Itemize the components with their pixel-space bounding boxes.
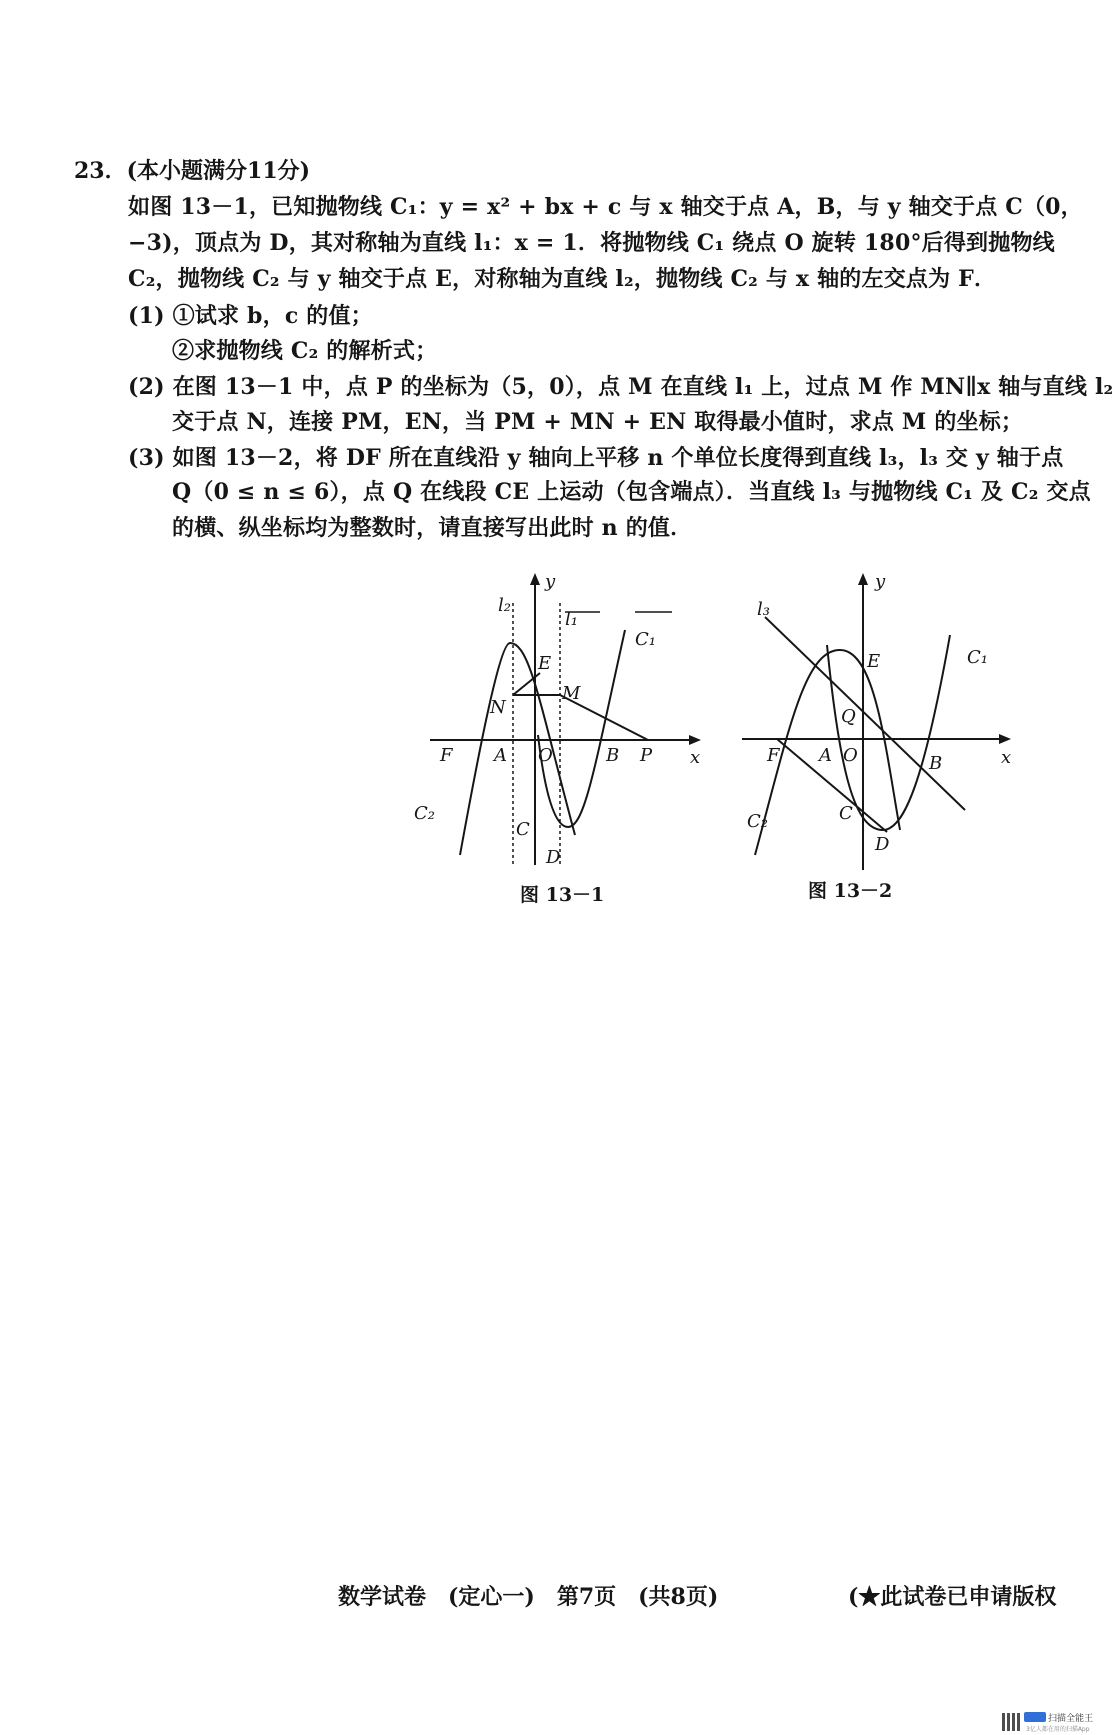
question-line-3: C₂，抛物线 C₂ 与 y 轴交于点 E，对称轴为直线 l₂，抛物线 C₂ 与 x 轴的左交点为 F． xyxy=(128,266,997,292)
label-l1: l₁ xyxy=(565,609,578,630)
line-df xyxy=(777,739,887,832)
label-m: M xyxy=(562,683,581,704)
label-a: A xyxy=(494,745,507,766)
figure-13-1 xyxy=(410,565,710,875)
question-line-10: 的横、纵坐标均为整数时，请直接写出此时 n 的值． xyxy=(172,515,693,541)
label-c1: C₁ xyxy=(635,629,656,650)
question-line-8: (3) 如图 13－2，将 DF 所在直线沿 y 轴向上平移 n 个单位长度得到直线 l₃，l₃ 交 y 轴于点 xyxy=(128,445,1064,471)
label-l2: l₂ xyxy=(498,595,511,616)
x-axis-arrow xyxy=(689,735,701,745)
label-y: y xyxy=(545,571,556,592)
page-footer: 数学试卷 (定心一) 第7页 (共8页) xyxy=(338,1584,719,1610)
scanner-logo-icon xyxy=(1024,1712,1046,1722)
label-q: Q xyxy=(841,706,856,727)
question-line-7: 交于点 N，连接 PM，EN，当 PM + MN + EN 取得最小值时，求点 M 的坐标； xyxy=(172,409,1024,435)
label-y: y xyxy=(875,571,886,592)
figure-13-2-caption: 图 13－2 xyxy=(808,880,893,902)
copyright-notice: (★此试卷已申请版权 xyxy=(848,1584,1057,1610)
label-d: D xyxy=(546,847,561,868)
question-heading: 23．(本小题满分11分) xyxy=(74,158,311,184)
label-d: D xyxy=(875,834,890,855)
label-c: C xyxy=(516,819,530,840)
label-b: B xyxy=(606,745,620,766)
label-p: P xyxy=(640,745,653,766)
label-c2: C₂ xyxy=(747,811,768,832)
label-o: O xyxy=(538,745,553,766)
question-line-6: (2) 在图 13－1 中，点 P 的坐标为（5，0），点 M 在直线 l₁ 上，过点 M 作 MN∥x 轴与直线 l₂ xyxy=(128,374,1113,400)
figure-13-1-svg xyxy=(410,565,710,875)
label-c2: C₂ xyxy=(414,803,435,824)
label-f: F xyxy=(440,745,453,766)
scanner-tagline: 3亿人都在用的扫描App xyxy=(1026,1726,1090,1733)
label-c1: C₁ xyxy=(967,647,988,668)
label-b: B xyxy=(929,753,943,774)
label-e: E xyxy=(867,651,881,672)
label-x: x xyxy=(1001,747,1012,768)
question-line-4: (1) ①试求 b，c 的值； xyxy=(128,303,373,329)
y-axis-arrow xyxy=(530,573,540,585)
figure-13-1-caption: 图 13－1 xyxy=(520,884,605,906)
question-line-1: 如图 13－1，已知抛物线 C₁：y = x² + bx + c 与 x 轴交于点 A，B，与 y 轴交于点 C（0， xyxy=(128,194,1083,220)
question-line-2: −3)，顶点为 D，其对称轴为直线 l₁：x = 1．将抛物线 C₁ 绕点 O 旋转 180°后得到抛物线 xyxy=(128,230,1055,256)
label-a: A xyxy=(819,745,832,766)
x-axis-arrow xyxy=(999,734,1011,744)
label-x: x xyxy=(690,747,701,768)
label-l3: l₃ xyxy=(757,599,770,620)
y-axis-arrow xyxy=(858,573,868,585)
parabola-c1 xyxy=(827,635,950,830)
label-o: O xyxy=(843,745,858,766)
figure-13-2 xyxy=(735,565,1025,875)
scanner-brand: 扫描全能王 xyxy=(1048,1714,1094,1724)
question-line-9: Q（0 ≤ n ≤ 6），点 Q 在线段 CE 上运动（包含端点）．当直线 l₃ 与抛物线 C₁ 及 C₂ 交点 xyxy=(172,479,1091,505)
label-e: E xyxy=(538,653,552,674)
qr-code-icon xyxy=(1002,1713,1020,1731)
label-n: N xyxy=(490,697,506,718)
label-c: C xyxy=(839,803,853,824)
label-f: F xyxy=(767,745,780,766)
figure-13-2-svg xyxy=(735,565,1025,875)
question-line-5: ②求抛物线 C₂ 的解析式； xyxy=(172,338,438,364)
